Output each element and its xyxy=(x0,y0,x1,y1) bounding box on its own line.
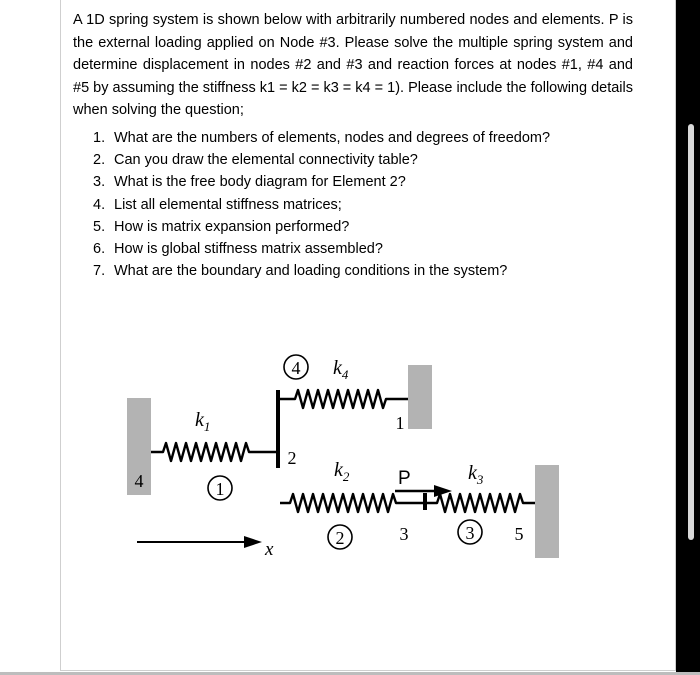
list-item: 1. What are the numbers of elements, nodes and degrees of freedom? xyxy=(93,130,551,146)
spring-k3 xyxy=(427,494,535,512)
spring-label-k2: $k_2$ xyxy=(334,459,350,484)
top-right-wall xyxy=(408,365,432,429)
element-label-3: 3 xyxy=(465,523,475,543)
spring-label-k4: $k_4$ xyxy=(333,357,349,382)
list-item: 2. Can you draw the elemental connectivity table? xyxy=(93,152,418,169)
junction-bar xyxy=(276,390,280,468)
load-label: P xyxy=(398,468,411,489)
list-item: 3. What is the free body diagram for Element 2? xyxy=(93,174,406,191)
node-label-junction: 2 xyxy=(287,448,297,468)
right-wall xyxy=(535,465,559,558)
node-label-left-wall: 4 xyxy=(134,471,144,491)
axis-label: x xyxy=(265,539,274,560)
list-item: 5. How is matrix expansion performed? xyxy=(93,218,350,235)
spring-label-k3: $k_3$ xyxy=(468,462,484,487)
spring-label-k1: $k_1$ xyxy=(195,409,211,434)
middle-node-bar xyxy=(423,493,427,510)
element-label-4: 4 xyxy=(291,358,301,378)
list-item: 6. How is global stiffness matrix assembled? xyxy=(93,241,383,258)
spring-k2 xyxy=(280,494,423,512)
list-item: 7. What are the boundary and loading conditions in the system? xyxy=(93,263,508,280)
problem-statement: A 1D spring system is shown below with arbitrarily numbered nodes and elements. P is the external loading applied on Node #3. Please solve the multiple spring system and determine displacement in nodes #2 and #3 and reaction forces at nodes #1, #4 and #5 by assuming the stiffness k1 = k2 = k3 = k4 = 1). Please include the following details when solving the question; xyxy=(73,12,633,118)
element-label-1: 1 xyxy=(215,479,225,499)
x-axis-arrow-head xyxy=(244,536,262,548)
node-label-top-wall: 1 xyxy=(395,413,405,433)
list-item: 4. List all elemental stiffness matrices; xyxy=(93,196,342,213)
element-label-2: 2 xyxy=(335,528,345,548)
node-label-right-wall: 5 xyxy=(514,524,524,544)
spring-k4 xyxy=(280,390,408,408)
node-label-middle: 3 xyxy=(399,524,409,544)
scrollbar-thumb[interactable] xyxy=(688,124,694,540)
spring-k1 xyxy=(151,443,276,461)
